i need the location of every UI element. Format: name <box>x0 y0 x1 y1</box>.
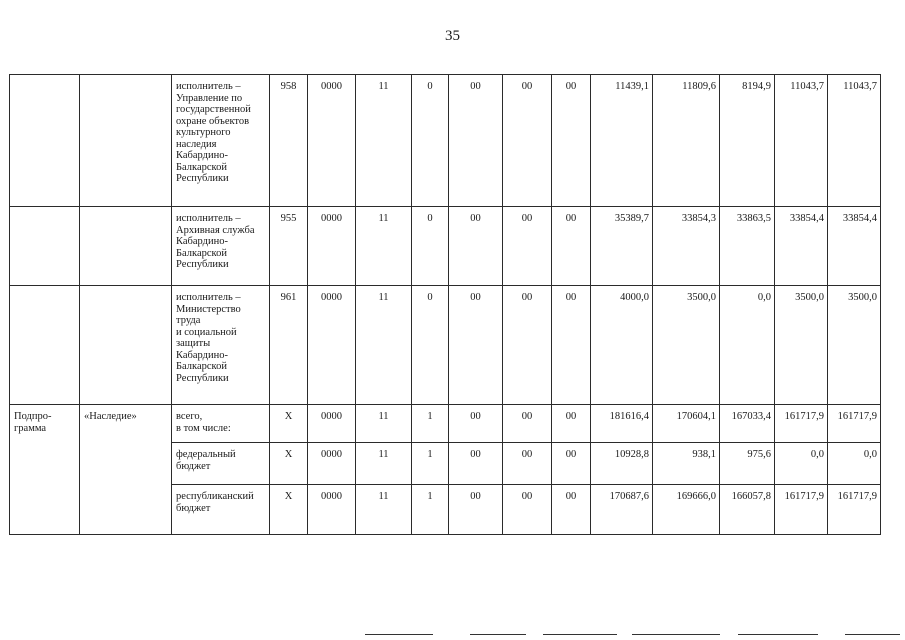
value-cell: 4000,0 <box>591 286 653 405</box>
executor-cell: всего, в том числе: <box>172 405 270 443</box>
code-cell: 961 <box>270 286 308 405</box>
code-cell: 00 <box>552 286 591 405</box>
value-cell: 161717,9 <box>775 405 828 443</box>
value-cell: 33854,3 <box>653 207 720 286</box>
bottom-rule-line <box>738 634 818 635</box>
bottom-rule-line <box>365 634 433 635</box>
code-cell: 00 <box>449 405 503 443</box>
col1-cell <box>10 75 80 207</box>
code-cell: 00 <box>552 405 591 443</box>
value-cell: 11043,7 <box>828 75 881 207</box>
code-cell: Х <box>270 485 308 535</box>
value-cell: 11439,1 <box>591 75 653 207</box>
col1-cell <box>10 207 80 286</box>
code-cell: Х <box>270 443 308 485</box>
code-cell: 0 <box>412 207 449 286</box>
table-row <box>10 207 881 286</box>
bottom-rule-line <box>470 634 526 635</box>
value-cell: 35389,7 <box>591 207 653 286</box>
code-cell: 0000 <box>308 485 356 535</box>
value-cell: 33863,5 <box>720 207 775 286</box>
code-cell: 00 <box>449 286 503 405</box>
code-cell: 00 <box>503 207 552 286</box>
code-cell: 0000 <box>308 286 356 405</box>
code-cell: 00 <box>503 75 552 207</box>
bottom-rule-lines <box>0 634 905 638</box>
value-cell: 181616,4 <box>591 405 653 443</box>
code-cell: 0000 <box>308 405 356 443</box>
code-cell: 00 <box>552 443 591 485</box>
subprogram-name-cell: «Наследие» <box>80 405 172 535</box>
value-cell: 161717,9 <box>828 405 881 443</box>
value-cell: 167033,4 <box>720 405 775 443</box>
value-cell: 975,6 <box>720 443 775 485</box>
code-cell: 11 <box>356 75 412 207</box>
executor-cell: исполнитель – Управление по государственной охране объектов культурного наследия Кабардино- Балкарской Республики <box>172 75 270 207</box>
code-cell: 1 <box>412 405 449 443</box>
bottom-rule-line <box>632 634 720 635</box>
value-cell: 0,0 <box>775 443 828 485</box>
value-cell: 170687,6 <box>591 485 653 535</box>
value-cell: 170604,1 <box>653 405 720 443</box>
code-cell: 00 <box>449 207 503 286</box>
code-cell: 11 <box>356 286 412 405</box>
code-cell: 0000 <box>308 75 356 207</box>
code-cell: 1 <box>412 443 449 485</box>
code-cell: 00 <box>503 286 552 405</box>
code-cell: 0 <box>412 286 449 405</box>
code-cell: 00 <box>449 485 503 535</box>
executor-cell: исполнитель – Министерство труда и социальной защиты Кабардино- Балкарской Республики <box>172 286 270 405</box>
page-number: 35 <box>445 28 460 44</box>
value-cell: 161717,9 <box>775 485 828 535</box>
table-row <box>10 286 881 405</box>
bottom-rule-line <box>543 634 617 635</box>
value-cell: 11809,6 <box>653 75 720 207</box>
value-cell: 3500,0 <box>775 286 828 405</box>
code-cell: 1 <box>412 485 449 535</box>
code-cell: 0000 <box>308 443 356 485</box>
code-cell: 00 <box>449 75 503 207</box>
code-cell: 00 <box>552 75 591 207</box>
code-cell: 11 <box>356 443 412 485</box>
code-cell: 0 <box>412 75 449 207</box>
subprogram-type-cell: Подпро- грамма <box>10 405 80 535</box>
value-cell: 33854,4 <box>775 207 828 286</box>
executor-cell: федеральный бюджет <box>172 443 270 485</box>
code-cell: 11 <box>356 207 412 286</box>
value-cell: 10928,8 <box>591 443 653 485</box>
code-cell: 00 <box>503 443 552 485</box>
code-cell: Х <box>270 405 308 443</box>
executor-cell: республиканский бюджет <box>172 485 270 535</box>
code-cell: 00 <box>552 485 591 535</box>
code-cell: 958 <box>270 75 308 207</box>
code-cell: 11 <box>356 485 412 535</box>
code-cell: 00 <box>503 485 552 535</box>
code-cell: 00 <box>503 405 552 443</box>
value-cell: 33854,4 <box>828 207 881 286</box>
value-cell: 161717,9 <box>828 485 881 535</box>
value-cell: 11043,7 <box>775 75 828 207</box>
value-cell: 0,0 <box>720 286 775 405</box>
col2-cell <box>80 75 172 207</box>
value-cell: 166057,8 <box>720 485 775 535</box>
code-cell: 00 <box>449 443 503 485</box>
bottom-rule-line <box>845 634 900 635</box>
value-cell: 938,1 <box>653 443 720 485</box>
value-cell: 3500,0 <box>653 286 720 405</box>
table-row <box>10 75 881 207</box>
code-cell: 11 <box>356 405 412 443</box>
code-cell: 00 <box>552 207 591 286</box>
value-cell: 3500,0 <box>828 286 881 405</box>
code-cell: 0000 <box>308 207 356 286</box>
col1-cell <box>10 286 80 405</box>
value-cell: 169666,0 <box>653 485 720 535</box>
budget-table <box>9 74 881 535</box>
col2-cell <box>80 207 172 286</box>
col2-cell <box>80 286 172 405</box>
value-cell: 0,0 <box>828 443 881 485</box>
value-cell: 8194,9 <box>720 75 775 207</box>
code-cell: 955 <box>270 207 308 286</box>
executor-cell: исполнитель – Архивная служба Кабардино- Балкарской Республики <box>172 207 270 286</box>
table-row <box>10 405 881 443</box>
